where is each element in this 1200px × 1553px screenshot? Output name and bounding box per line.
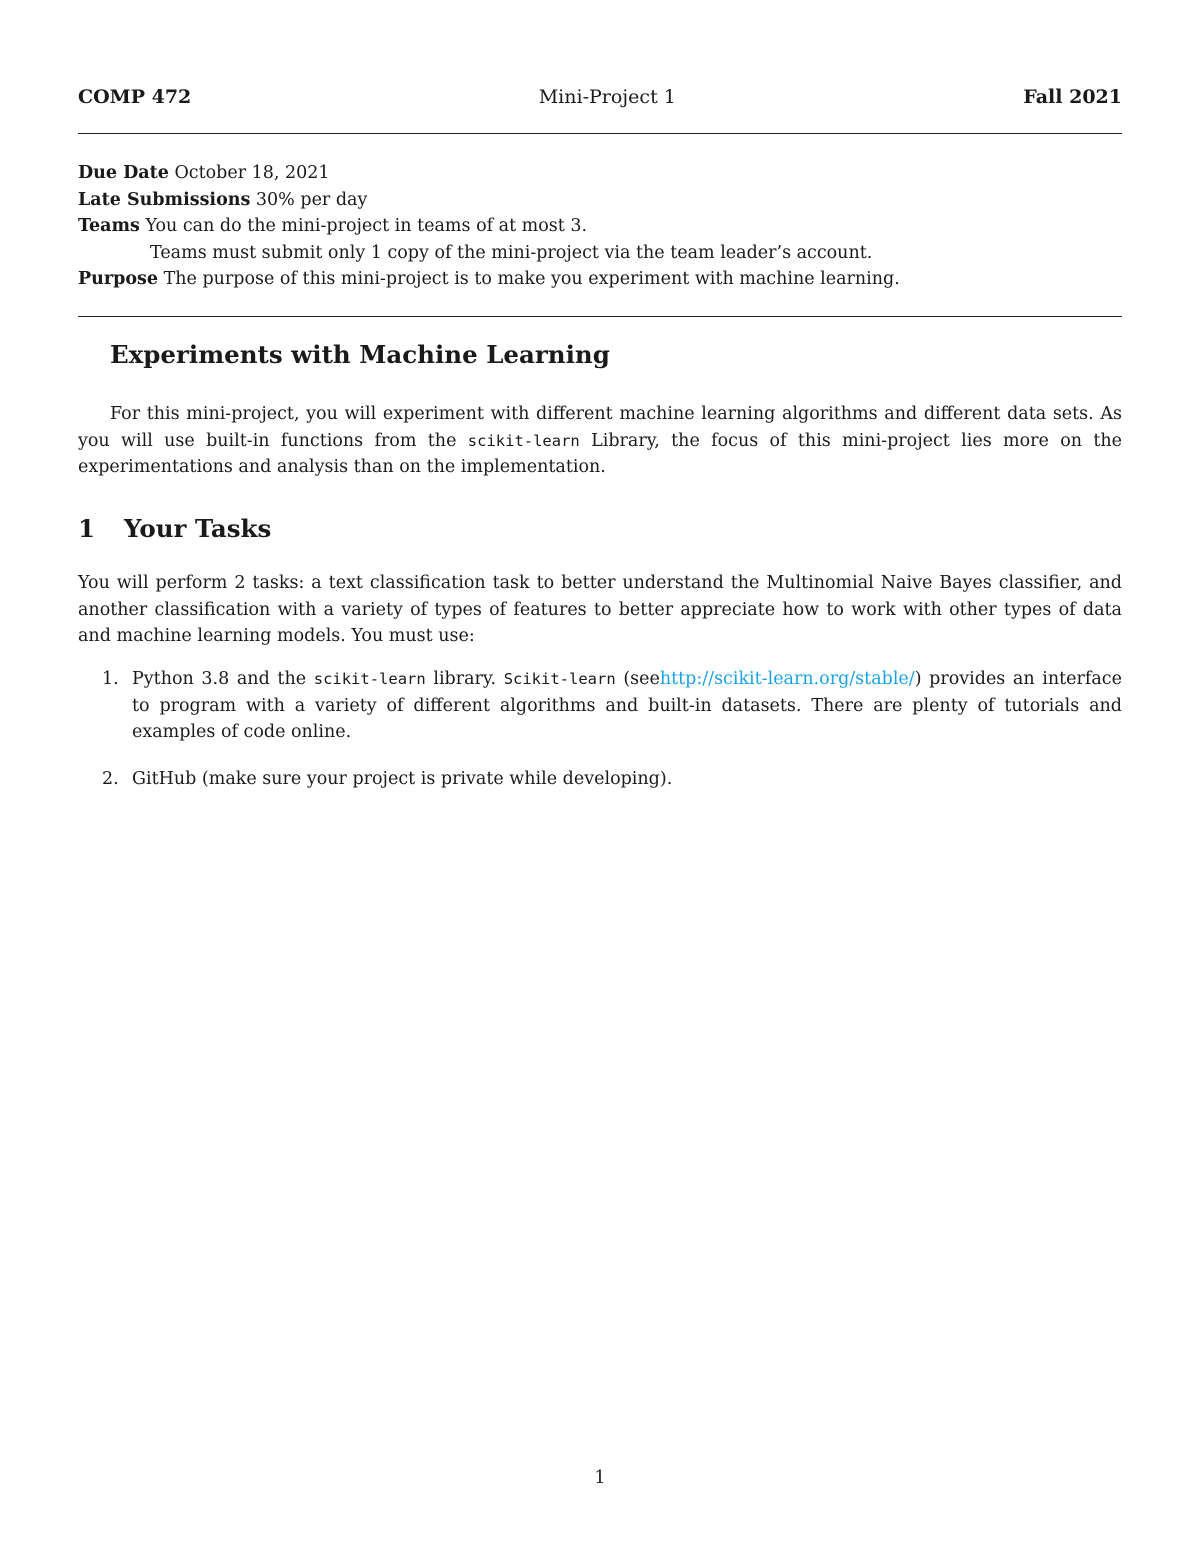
intro-title: Experiments with Machine Learning bbox=[110, 340, 610, 369]
teams-note: Teams must submit only 1 copy of the mini-project via the team leader’s account. bbox=[150, 242, 873, 263]
scikit-learn-link[interactable]: http://scikit-learn.org/stable/ bbox=[659, 669, 915, 689]
info-rule bbox=[78, 316, 1122, 317]
item-text-b: library. bbox=[433, 669, 497, 689]
purpose-value: The purpose of this mini-project is to make you experiment with machine learning. bbox=[163, 269, 900, 289]
late-submissions-row bbox=[78, 187, 1122, 214]
course-code: COMP 472 bbox=[78, 86, 192, 108]
purpose-label: Purpose bbox=[78, 269, 158, 289]
page-number: 1 bbox=[594, 1468, 606, 1488]
document-title: Mini-Project 1 bbox=[538, 86, 676, 108]
purpose-row bbox=[78, 266, 1122, 293]
page-header bbox=[78, 86, 1122, 114]
due-date-label: Due Date bbox=[78, 163, 169, 183]
teams-label: Teams bbox=[78, 216, 140, 236]
section-title: Your Tasks bbox=[124, 514, 272, 543]
list-item bbox=[78, 766, 1122, 793]
list-marker: 2. bbox=[102, 768, 119, 789]
teams-row bbox=[78, 213, 1122, 240]
item-text: GitHub (make sure your project is private while developing). bbox=[132, 768, 673, 789]
list-item bbox=[78, 666, 1122, 746]
header-rule bbox=[78, 133, 1122, 134]
item-code-scikit-learn-capital: Scikit-learn bbox=[503, 670, 616, 688]
late-submissions-label: Late Submissions bbox=[78, 189, 251, 210]
intro-paragraph bbox=[78, 401, 1122, 481]
requirements-list bbox=[78, 666, 1122, 792]
item-code-scikit-learn: scikit-learn bbox=[313, 670, 426, 688]
intro-text-a: For this mini-project, you will experiment with different machine learning algorithms and different data sets. As you will use built-in functions from the bbox=[78, 404, 1122, 451]
intro-code-scikit-learn: scikit-learn bbox=[467, 431, 580, 450]
list-marker: 1. bbox=[102, 669, 119, 689]
section-heading-your-tasks bbox=[78, 514, 271, 543]
tasks-paragraph: You will perform 2 tasks: a text classification task to better understand the Multinomial Naive Bayes classifier, and another classification with a variety of types of features to better appreciate how to work with other types of data and machine learning models. You must use: bbox=[78, 573, 1122, 646]
teams-value: You can do the mini-project in teams of at most 3. bbox=[145, 216, 588, 236]
section-number: 1 bbox=[78, 514, 96, 543]
assignment-info bbox=[78, 160, 1122, 293]
item-text-a: Python 3.8 and the bbox=[132, 669, 307, 689]
intro-text-b: Library, the focus of this mini-project lies more on the experimentations and analysis than on the implementation. bbox=[78, 430, 1122, 477]
item-text-c: (see bbox=[623, 669, 660, 689]
due-date-row bbox=[78, 160, 1122, 187]
due-date-value: October 18, 2021 bbox=[174, 163, 330, 183]
item-text-d: ) provides an interface to program with a variety of different algorithms and built-in datasets. There are plenty of tutorials and examples of code online. bbox=[132, 669, 1122, 742]
late-submissions-value: 30% per day bbox=[255, 189, 368, 210]
term: Fall 2021 bbox=[1023, 86, 1122, 108]
